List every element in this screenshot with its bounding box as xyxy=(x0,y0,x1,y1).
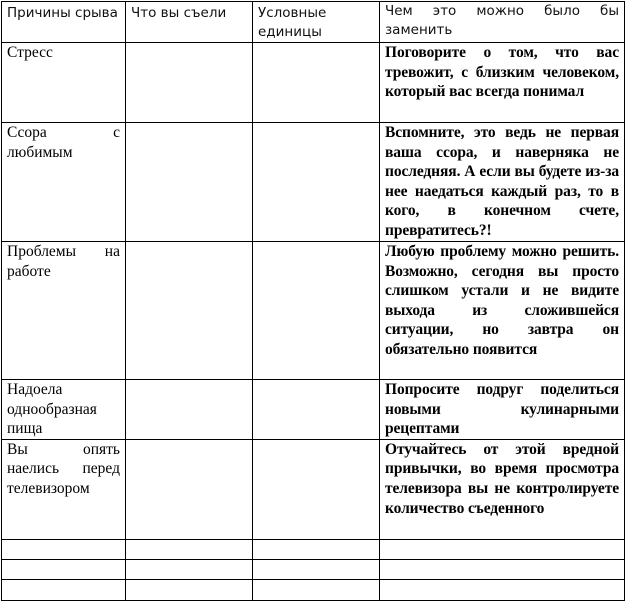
what-eaten-cell xyxy=(126,380,253,440)
units-cell xyxy=(253,242,380,380)
advice-cell xyxy=(380,242,625,380)
food-diary-table xyxy=(1,1,625,601)
table-row xyxy=(2,43,625,123)
empty-cell xyxy=(126,579,253,600)
advice-text: Вспомните, это ведь не первая ваша ссора, и наверняка не последняя. А если вы будете из-за нее наедаться каждый раз, то в кого, в конечном счете, превратитесь?! xyxy=(385,124,619,239)
header-replace-text: Чем это можно было бы заменить xyxy=(385,3,619,38)
empty-cell xyxy=(2,559,126,579)
what-eaten-cell xyxy=(126,242,253,380)
header-what-eaten-text: Что вы съели xyxy=(131,5,227,21)
units-cell xyxy=(253,439,380,539)
empty-cell xyxy=(380,539,625,559)
units-cell xyxy=(253,123,380,242)
empty-row xyxy=(2,559,625,579)
table-row xyxy=(2,123,625,242)
header-row xyxy=(2,2,625,43)
advice-text: Попросите подруг поделиться новыми кулинарными рецептами xyxy=(385,381,619,438)
cause-cell xyxy=(2,43,126,123)
cause-text: Стресс xyxy=(7,44,53,61)
what-eaten-cell xyxy=(126,43,253,123)
header-replace xyxy=(380,2,625,43)
what-eaten-cell xyxy=(126,439,253,539)
empty-cell xyxy=(253,579,380,600)
empty-row xyxy=(2,579,625,600)
empty-cell xyxy=(126,559,253,579)
advice-text: Любую проблему можно решить. Возможно, сегодня вы просто слишком устали и не видите выхода из сложившейся ситуации, но завтра он обязательно появится xyxy=(385,243,619,358)
cause-text: Ссора с любимым xyxy=(7,124,120,161)
cause-cell xyxy=(2,380,126,440)
cause-text: Вы опять наелись перед телевизором xyxy=(7,440,120,497)
empty-cell xyxy=(253,539,380,559)
units-cell xyxy=(253,380,380,440)
table-row xyxy=(2,380,625,440)
units-cell xyxy=(253,43,380,123)
empty-row xyxy=(2,539,625,559)
header-units xyxy=(253,2,380,43)
empty-cell xyxy=(2,579,126,600)
table-row xyxy=(2,242,625,380)
empty-cell xyxy=(380,579,625,600)
header-units-text: Условные единицы xyxy=(258,5,327,40)
cause-cell xyxy=(2,123,126,242)
cause-cell xyxy=(2,242,126,380)
empty-cell xyxy=(253,559,380,579)
empty-cell xyxy=(380,559,625,579)
advice-cell xyxy=(380,439,625,539)
advice-cell xyxy=(380,123,625,242)
advice-text: Поговорите о том, что вас тревожит, с близким человеком, который вас всегда понимал xyxy=(385,44,619,101)
header-causes xyxy=(2,2,126,43)
cause-text: Проблемы на работе xyxy=(7,243,120,280)
advice-text: Отучайтесь от этой вредной привычки, во время просмотра телевизора вы не контролируете количество съеденного xyxy=(385,440,619,517)
header-causes-text: Причины срыва xyxy=(7,5,118,21)
cause-text: Надоела однообразная пища xyxy=(7,381,97,438)
cause-cell xyxy=(2,439,126,539)
empty-cell xyxy=(126,539,253,559)
advice-cell xyxy=(380,43,625,123)
advice-cell xyxy=(380,380,625,440)
header-what-eaten xyxy=(126,2,253,43)
table-row xyxy=(2,439,625,539)
what-eaten-cell xyxy=(126,123,253,242)
empty-cell xyxy=(2,539,126,559)
